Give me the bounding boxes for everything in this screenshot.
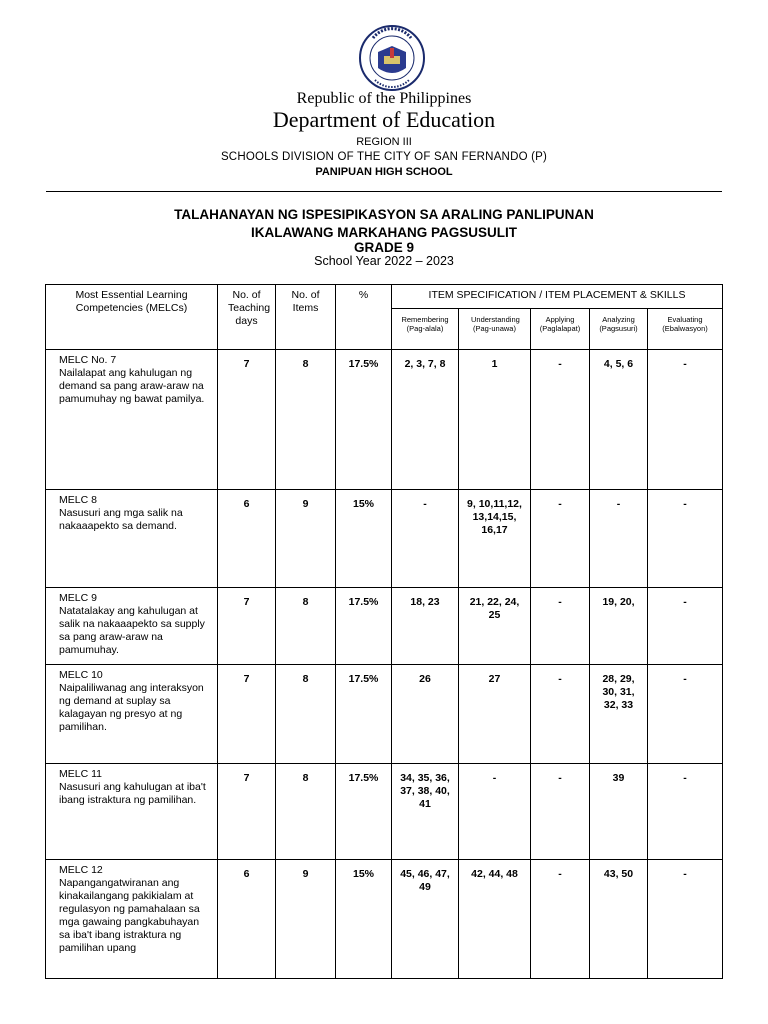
percent-cell: 15% bbox=[336, 860, 392, 979]
division-line: SCHOOLS DIVISION OF THE CITY OF SAN FERNANDO (P) bbox=[220, 151, 548, 163]
applying-cell: - bbox=[531, 350, 590, 490]
understanding-cell: 9, 10,11,12, 13,14,15, 16,17 bbox=[459, 490, 531, 588]
items-cell: 9 bbox=[276, 490, 336, 588]
skill-understanding-header: Understanding (Pag-unawa) bbox=[459, 309, 531, 350]
melc-description: Naipaliliwanag ang interaksyon ng demand at suplay sa kalagayan ng presyo at ng pamilihan. bbox=[59, 682, 204, 733]
percent-cell: 17.5% bbox=[336, 350, 392, 490]
republic-line: Republic of the Philippines bbox=[296, 90, 472, 107]
evaluating-cell: - bbox=[648, 490, 723, 588]
percent-cell: 17.5% bbox=[336, 665, 392, 764]
melc-description: Nailalapat ang kahulugan ng demand sa pang araw-araw na pamumuhay ng bawat pamilya. bbox=[59, 367, 205, 405]
table-row bbox=[46, 665, 723, 764]
exam-title: IKALAWANG MARKAHANG PAGSUSULIT bbox=[251, 225, 517, 240]
school-year: School Year 2022 – 2023 bbox=[314, 254, 454, 268]
remembering-cell: 34, 35, 36, 37, 38, 40, 41 bbox=[392, 764, 459, 860]
school-name: PANIPUAN HIGH SCHOOL bbox=[315, 166, 453, 178]
analyzing-cell: 39 bbox=[590, 764, 648, 860]
analyzing-cell: 4, 5, 6 bbox=[590, 350, 648, 490]
percent-cell: 15% bbox=[336, 490, 392, 588]
understanding-cell: 42, 44, 48 bbox=[459, 860, 531, 979]
table-row bbox=[46, 350, 723, 490]
understanding-cell: - bbox=[459, 764, 531, 860]
applying-cell: - bbox=[531, 764, 590, 860]
percent-cell: 17.5% bbox=[336, 588, 392, 665]
item-spec-header: ITEM SPECIFICATION / ITEM PLACEMENT & SKILLS bbox=[392, 285, 723, 309]
melc-description: Nasusuri ang mga salik na nakaaapekto sa demand. bbox=[59, 507, 183, 532]
table-row bbox=[46, 764, 723, 860]
applying-cell: - bbox=[531, 665, 590, 764]
header-divider bbox=[46, 191, 722, 192]
analyzing-cell: 43, 50 bbox=[590, 860, 648, 979]
items-cell: 9 bbox=[276, 860, 336, 979]
understanding-cell: 1 bbox=[459, 350, 531, 490]
deped-seal-logo bbox=[359, 24, 425, 92]
melc-description: Natatalakay ang kahulugan at salik na nakaaapekto sa supply sa pang araw-araw na pamumuhay. bbox=[59, 605, 205, 656]
region-line: REGION III bbox=[356, 136, 412, 148]
remembering-cell: 45, 46, 47, 49 bbox=[392, 860, 459, 979]
days-cell: 6 bbox=[218, 860, 276, 979]
melc-header: Most Essential Learning Competencies (MELCs) bbox=[46, 285, 218, 350]
department-name: Department of Education bbox=[272, 107, 496, 132]
skill-analyzing-header: Analyzing (Pagsusuri) bbox=[590, 309, 648, 350]
items-cell: 8 bbox=[276, 350, 336, 490]
melc-cell bbox=[46, 860, 218, 979]
melc-code: MELC 8 bbox=[59, 494, 97, 506]
percent-cell: 17.5% bbox=[336, 764, 392, 860]
tos-table bbox=[45, 284, 723, 979]
items-cell: 8 bbox=[276, 764, 336, 860]
analyzing-cell: 28, 29, 30, 31, 32, 33 bbox=[590, 665, 648, 764]
days-cell: 7 bbox=[218, 350, 276, 490]
remembering-cell: 18, 23 bbox=[392, 588, 459, 665]
days-cell: 7 bbox=[218, 764, 276, 860]
evaluating-cell: - bbox=[648, 860, 723, 979]
grade-level: GRADE 9 bbox=[353, 240, 414, 255]
applying-cell: - bbox=[531, 490, 590, 588]
applying-cell: - bbox=[531, 588, 590, 665]
document-title: TALAHANAYAN NG ISPESIPIKASYON SA ARALING PANLIPUNAN bbox=[174, 207, 594, 222]
table-row bbox=[46, 860, 723, 979]
percent-header: % bbox=[336, 285, 392, 350]
analyzing-cell: - bbox=[590, 490, 648, 588]
skill-applying-header: Applying (Paglalapat) bbox=[531, 309, 590, 350]
melc-cell bbox=[46, 665, 218, 764]
items-cell: 8 bbox=[276, 665, 336, 764]
evaluating-cell: - bbox=[648, 350, 723, 490]
days-header: No. of Teaching days bbox=[218, 285, 276, 350]
days-cell: 7 bbox=[218, 588, 276, 665]
applying-cell: - bbox=[531, 860, 590, 979]
evaluating-cell: - bbox=[648, 665, 723, 764]
remembering-cell: 2, 3, 7, 8 bbox=[392, 350, 459, 490]
days-cell: 7 bbox=[218, 665, 276, 764]
melc-description: Napangangatwiranan ang kinakailangang pakikialam at regulasyon ng pamahalaan sa mga gawaing pangkabuhayan sa iba't ibang istraktura ng pamilihan upang bbox=[59, 877, 200, 954]
table-row bbox=[46, 588, 723, 665]
analyzing-cell: 19, 20, bbox=[590, 588, 648, 665]
melc-cell bbox=[46, 350, 218, 490]
melc-cell bbox=[46, 490, 218, 588]
understanding-cell: 21, 22, 24, 25 bbox=[459, 588, 531, 665]
table-row bbox=[46, 490, 723, 588]
remembering-cell: - bbox=[392, 490, 459, 588]
understanding-cell: 27 bbox=[459, 665, 531, 764]
skill-evaluating-header: Evaluating (Ebalwasyon) bbox=[648, 309, 723, 350]
skill-remembering-header: Remembering (Pag-alala) bbox=[392, 309, 459, 350]
items-cell: 8 bbox=[276, 588, 336, 665]
remembering-cell: 26 bbox=[392, 665, 459, 764]
evaluating-cell: - bbox=[648, 588, 723, 665]
days-cell: 6 bbox=[218, 490, 276, 588]
melc-cell bbox=[46, 764, 218, 860]
melc-code: MELC 10 bbox=[59, 669, 103, 681]
melc-code: MELC 11 bbox=[59, 768, 102, 780]
melc-code: MELC 9 bbox=[59, 592, 97, 604]
melc-code: MELC 12 bbox=[59, 864, 103, 876]
melc-description: Nasusuri ang kahulugan at iba't ibang istraktura ng pamilihan. bbox=[59, 781, 206, 806]
melc-cell bbox=[46, 588, 218, 665]
evaluating-cell: - bbox=[648, 764, 723, 860]
melc-code: MELC No. 7 bbox=[59, 354, 117, 366]
items-header: No. of Items bbox=[276, 285, 336, 350]
